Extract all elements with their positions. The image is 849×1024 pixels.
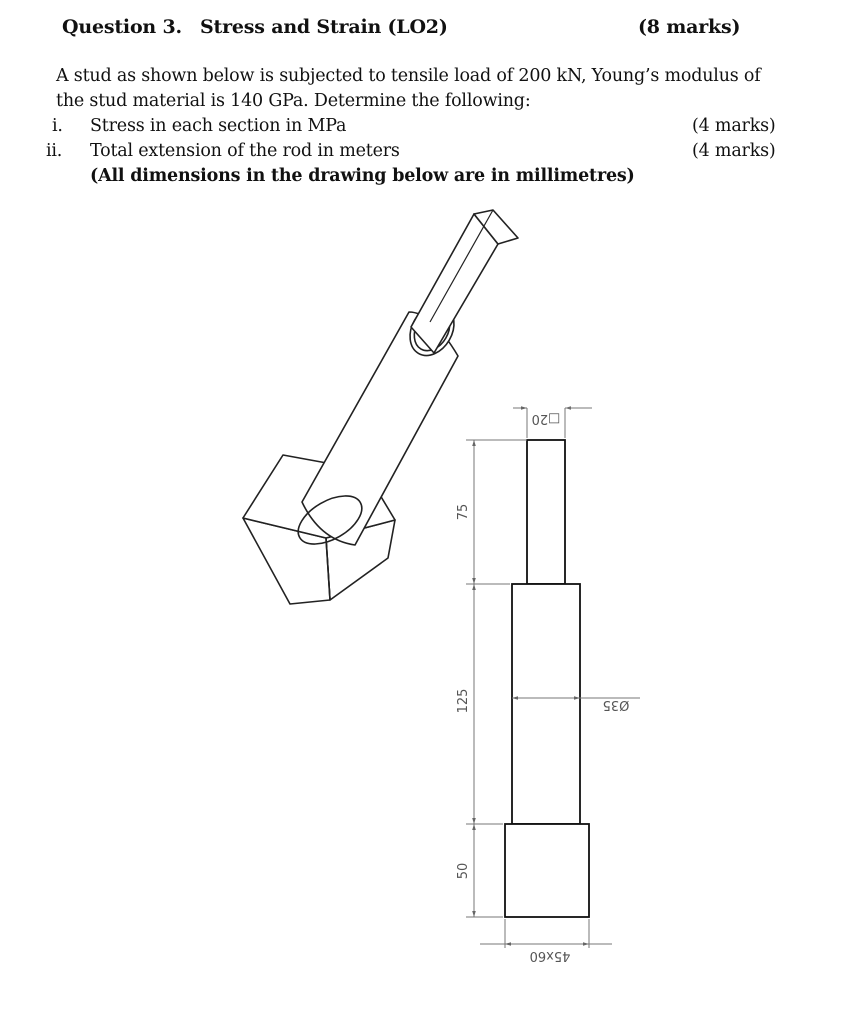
isometric-view xyxy=(243,210,518,604)
task-1-numeral: i. xyxy=(52,116,63,136)
dim-middle-diameter: Ø35 xyxy=(602,697,630,712)
dim-top-square: □20 xyxy=(531,411,561,426)
task-2-text: Total extension of the rod in meters xyxy=(90,141,400,161)
front-top-section xyxy=(527,440,565,584)
dim-middle-length: 125 xyxy=(456,688,471,714)
task-1-marks: (4 marks) xyxy=(692,116,776,136)
front-middle-section xyxy=(512,584,580,824)
dimensions-note: (All dimensions in the drawing below are in millimetres) xyxy=(90,166,635,186)
problem-line-1: A stud as shown below is subjected to tensile load of 200 kN, Young’s modulus of xyxy=(56,66,761,86)
iso-bar-body xyxy=(411,214,498,353)
question-number: Question 3. xyxy=(62,16,182,38)
question-marks: (8 marks) xyxy=(638,16,741,38)
dim-top-length: 75 xyxy=(456,503,471,521)
task-2-numeral: ii. xyxy=(46,141,63,161)
task-1-text: Stress in each section in MPa xyxy=(90,116,347,136)
problem-line-2: the stud material is 140 GPa. Determine the following: xyxy=(56,91,531,111)
front-view xyxy=(505,440,589,917)
front-bottom-section xyxy=(505,824,589,917)
dim-bottom-width: 45x60 xyxy=(529,948,571,963)
dim-bottom-length: 50 xyxy=(456,862,471,880)
task-2-marks: (4 marks) xyxy=(692,141,776,161)
question-topic: Stress and Strain (LO2) xyxy=(200,16,448,38)
